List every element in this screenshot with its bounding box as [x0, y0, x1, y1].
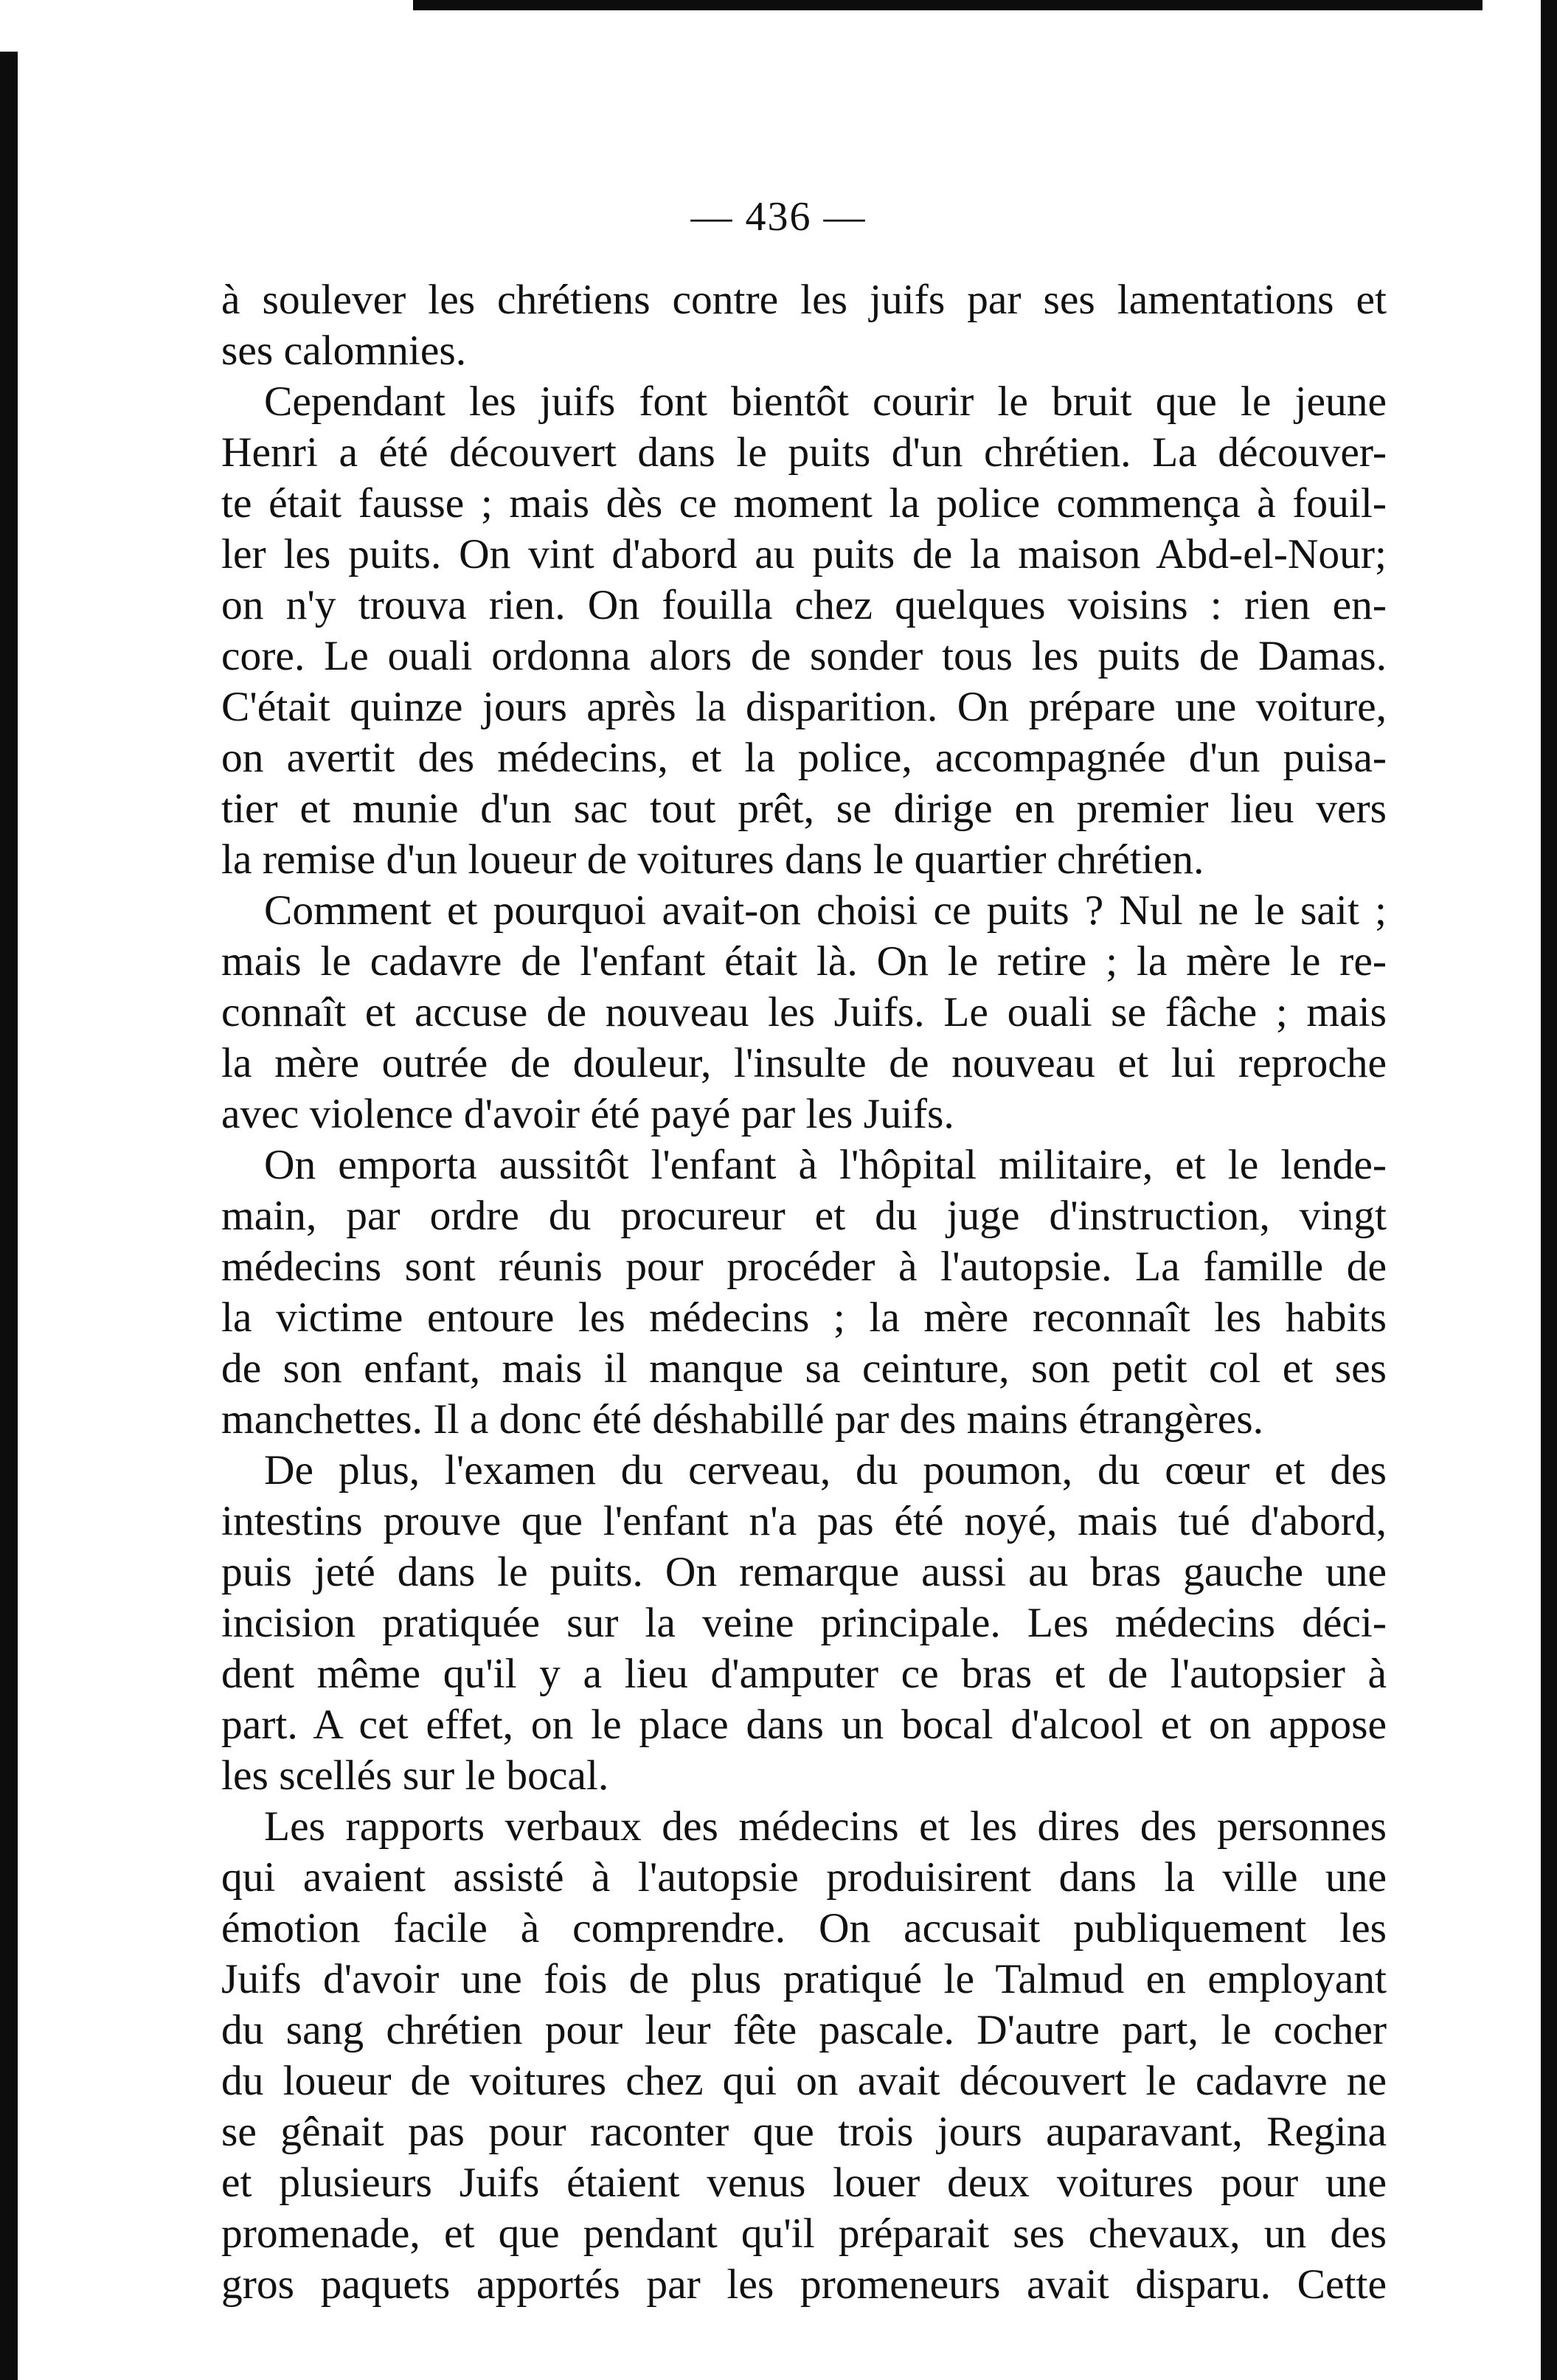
text-line: à soulever les chrétiens contre les juifs par ses lamentations et: [221, 277, 1387, 323]
text-line: on n'y trouva rien. On fouilla chez quelques voisins : rien en-: [221, 582, 1387, 628]
text-line: mais le cadavre de l'enfant était là. On le retire ; la mère le re-: [221, 938, 1387, 985]
text-line: du loueur de voitures chez qui on avait découvert le cadavre ne: [221, 2058, 1387, 2104]
text-line: et plusieurs Juifs étaient venus louer deux voitures pour une: [221, 2159, 1387, 2206]
paragraph: [221, 885, 1387, 1139]
text-line: C'était quinze jours après la disparition. On prépare une voiture,: [221, 684, 1387, 730]
text-line: du sang chrétien pour leur fête pascale. D'autre part, le cocher: [221, 2007, 1387, 2053]
text-line: Comment et pourquoi avait-on choisi ce puits ? Nul ne le sait ;: [264, 887, 1387, 934]
text-line: promenade, et que pendant qu'il préparait ses chevaux, un des: [221, 2210, 1387, 2257]
text-line: la victime entoure les médecins ; la mère reconnaît les habits: [221, 1294, 1387, 1341]
text-line: intestins prouve que l'enfant n'a pas été noyé, mais tué d'abord,: [221, 1498, 1387, 1544]
paragraph: [221, 1445, 1387, 1801]
paragraph: [221, 1801, 1387, 2310]
text-line: ler les puits. On vint d'abord au puits de la maison Abd-el-Nour;: [221, 531, 1387, 577]
text-line: gros paquets apportés par les promeneurs avait disparu. Cette: [221, 2261, 1387, 2308]
text-line: on avertit des médecins, et la police, accompagnée d'un puisa-: [221, 735, 1387, 781]
text-line: qui avaient assisté à l'autopsie produisirent dans la ville une: [221, 1854, 1387, 1901]
text-line: puis jeté dans le puits. On remarque aussi au bras gauche une: [221, 1549, 1387, 1595]
text-line: incision pratiquée sur la veine principale. Les médecins déci-: [221, 1600, 1387, 1646]
scan-binding-edge: [0, 52, 18, 2380]
body-text: [221, 274, 1387, 2310]
text-line: ses calomnies.: [221, 327, 467, 374]
text-line: émotion facile à comprendre. On accusait publiquement les: [221, 1905, 1387, 1951]
text-line: les scellés sur le bocal.: [221, 1752, 609, 1799]
text-line: Les rapports verbaux des médecins et les dires des personnes: [264, 1803, 1387, 1850]
text-line: dent même qu'il y a lieu d'amputer ce bras et de l'autopsier à: [221, 1651, 1387, 1697]
paragraph: [221, 274, 1387, 376]
text-line: de son enfant, mais il manque sa ceinture, son petit col et ses: [221, 1345, 1387, 1392]
text-line: Henri a été découvert dans le puits d'un chrétien. La découver-: [221, 429, 1387, 476]
paragraph: [221, 376, 1387, 885]
text-line: main, par ordre du procureur et du juge d'instruction, vingt: [221, 1193, 1387, 1239]
text-line: core. Le ouali ordonna alors de sonder tous les puits de Damas.: [221, 633, 1387, 679]
text-line: Juifs d'avoir une fois de plus pratiqué le Talmud en employant: [221, 1956, 1387, 2002]
text-line: médecins sont réunis pour procéder à l'autopsie. La famille de: [221, 1243, 1387, 1290]
text-line: Cependant les juifs font bientôt courir le bruit que le jeune: [264, 378, 1387, 425]
text-line: De plus, l'examen du cerveau, du poumon, du cœur et des: [264, 1447, 1387, 1493]
text-line: part. A cet effet, on le place dans un bocal d'alcool et on appose: [221, 1701, 1387, 1748]
text-line: tier et munie d'un sac tout prêt, se dirige en premier lieu vers: [221, 785, 1387, 832]
text-line: avec violence d'avoir été payé par les Juifs.: [221, 1091, 954, 1137]
text-line: te était fausse ; mais dès ce moment la police commença à fouil-: [221, 480, 1387, 527]
paragraph: [221, 1139, 1387, 1445]
text-line: la remise d'un loueur de voitures dans le quartier chrétien.: [221, 836, 1204, 883]
page-number: — 436 —: [690, 194, 867, 240]
scan-top-edge: [413, 0, 1483, 10]
text-line: connaît et accuse de nouveau les Juifs. Le ouali se fâche ; mais: [221, 989, 1387, 1035]
text-line: la mère outrée de douleur, l'insulte de nouveau et lui reproche: [221, 1040, 1387, 1086]
text-line: manchettes. Il a donc été déshabillé par des mains étrangères.: [221, 1396, 1263, 1443]
text-line: On emporta aussitôt l'enfant à l'hôpital militaire, et le lende-: [264, 1142, 1387, 1188]
text-line: se gênait pas pour raconter que trois jours auparavant, Regina: [221, 2109, 1387, 2155]
scan-right-edge: [1541, 0, 1557, 2380]
